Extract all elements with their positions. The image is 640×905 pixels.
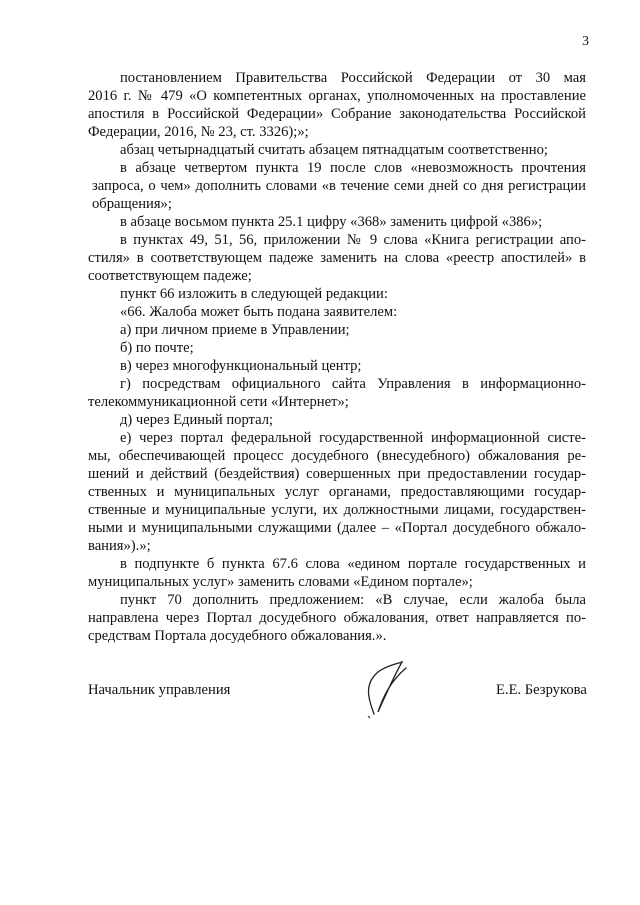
signatory-name: Е.Е. Безрукова <box>496 682 587 698</box>
text-line: пункт 66 изложить в следующей редакции: <box>120 286 388 302</box>
text-line: г) посредствам официального сайта Управления в информационно- <box>120 376 586 392</box>
text-line: а) при личном приеме в Управлении; <box>120 322 350 338</box>
text-line: «66. Жалоба может быть подана заявителем: <box>120 304 398 320</box>
text-line: вания»).»; <box>88 538 151 554</box>
text-line: обращения»; <box>92 196 172 212</box>
text-line: в абзаце четвертом пункта 19 после слов «невозможность прочтения <box>120 160 586 176</box>
text-line: соответствующем падеже; <box>88 268 252 284</box>
text-line: муниципальных услуг» заменить словами «Едином портале»; <box>88 574 473 590</box>
text-line: 2016 г. № 479 «О компетентных органах, уполномоченных на проставление <box>88 88 586 104</box>
text-line: абзац четырнадцатый считать абзацем пятнадцатым соответственно; <box>120 142 548 158</box>
text-line: ными и муниципальными служащими (далее – «Портал досудебного обжало- <box>88 520 586 536</box>
text-line: Федерации, 2016, № 23, ст. 3326);»; <box>88 124 309 140</box>
page-number: 3 <box>582 34 589 49</box>
text-line: запроса, о чем» дополнить словами «в течение семи дней со дня регистрации <box>92 178 586 194</box>
text-line: постановлением Правительства Российской Федерации от 30 мая <box>120 70 586 86</box>
text-line: средствам Портала досудебного обжалования.». <box>88 628 387 644</box>
text-line: в абзаце восьмом пункта 25.1 цифру «368» заменить цифрой «386»; <box>120 214 543 230</box>
text-line: в подпункте б пункта 67.6 слова «едином портале государственных и <box>120 556 586 572</box>
text-line: д) через Единый портал; <box>120 412 274 428</box>
signatory-title: Начальник управления <box>88 682 231 698</box>
text-line: апостиля в Российской Федерации» Собрание законодательства Российской <box>88 106 586 122</box>
text-line: ственные и муниципальные услуги, их должностными лицами, государствен- <box>88 502 586 518</box>
text-line: мы, обеспечивающей процесс досудебного (внесудебного) обжалования ре- <box>88 448 586 464</box>
text-line: телекоммуникационной сети «Интернет»; <box>88 394 349 410</box>
text-line: в пунктах 49, 51, 56, приложении № 9 слова «Книга регистрации апо- <box>120 232 586 248</box>
text-line: шений и действий (бездействия) совершенных при предоставлении государ- <box>88 466 586 482</box>
text-line: б) по почте; <box>120 340 194 356</box>
handwritten-signature <box>344 658 414 720</box>
text-line: направлена через Портал досудебного обжалования, ответ направляется по- <box>88 610 586 626</box>
text-line: е) через портал федеральной государственной информационной систе- <box>120 430 586 446</box>
text-line: пункт 70 дополнить предложением: «В случае, если жалоба была <box>120 592 586 608</box>
text-line: ственных и муниципальных услуг органами, предоставляющими государ- <box>88 484 586 500</box>
text-line: стиля» в соответствующем падеже заменить на слова «реестр апостилей» в <box>88 250 586 266</box>
text-line: в) через многофункциональный центр; <box>120 358 362 374</box>
